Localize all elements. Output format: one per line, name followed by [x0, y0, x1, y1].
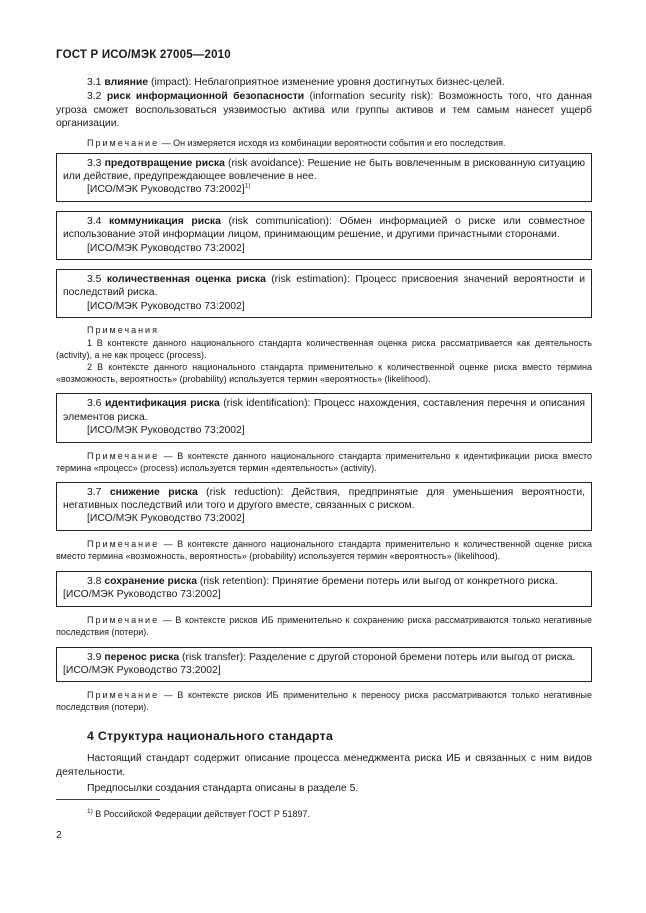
term-entry-3-7	[63, 486, 585, 513]
note-3-5-2: 2 В контексте данного национального стандарта применительно к количественной оценке риска вместо термина «возможность, вероятность» (probability) используется термин «вероятность» (likelihood).	[56, 362, 592, 385]
term-reference: [ИСО/МЭК Руководство 73:2002]	[87, 425, 245, 437]
term-title: коммуникация риска	[109, 215, 221, 227]
term-title: риск информационной безопасности	[106, 91, 305, 103]
reference-text: [ИСО/МЭК Руководство 73:2002]	[87, 184, 245, 196]
term-number: 3.9	[87, 651, 102, 663]
term-reference: [ИСО/МЭК Руководство 73:2002]	[87, 242, 245, 254]
term-number: 3.8	[87, 575, 102, 587]
term-title: влияние	[104, 77, 149, 88]
note-3-8	[56, 614, 592, 638]
term-box-3-4	[56, 211, 592, 260]
term-number: 3.6	[87, 398, 102, 410]
term-entry-3-8	[63, 575, 585, 588]
footnote-text: В Российской Федерации действует ГОСТ Р 51897.	[92, 809, 310, 819]
term-entry-3-9	[63, 651, 585, 664]
note-label: Примечание	[87, 450, 160, 461]
term-box-3-9	[56, 647, 592, 683]
term-entry-3-4	[63, 215, 585, 242]
page-content	[56, 76, 592, 796]
term-title: идентификация риска	[104, 398, 220, 410]
footnote-mark: 1)	[244, 182, 251, 190]
term-definition: (risk estimation): Процесс присвоения значений вероятности и последствий риска.	[63, 274, 585, 299]
term-entry-3-2	[56, 90, 592, 130]
term-box-3-6	[56, 393, 592, 442]
term-box-3-7	[56, 482, 592, 531]
note-text: — В контексте рисков ИБ применительно к переносу риска рассматриваются только негативные последствия (потери).	[56, 690, 592, 713]
section-4-paragraph-1: Настоящий стандарт содержит описание процесса менеджмента риска ИБ и связанных с ним видов деятельности.	[56, 753, 592, 778]
note-3-6	[56, 450, 592, 474]
term-title: перенос риска	[104, 651, 180, 663]
term-definition: (risk reduction): Действия, предпринятые для уменьшения вероятности, негативных последствий или того и другого вместе, связанных с риском.	[63, 486, 586, 511]
term-entry-3-3	[63, 157, 585, 184]
term-definition: (risk identification): Процесс нахождения, составления перечня и описания элементов риска.	[63, 398, 585, 423]
term-definition: (risk retention): Принятие бремени потерь или выгод от конкретного риска.	[197, 575, 558, 587]
term-definition: (risk transfer): Разделение с другой стороной бремени потерь или выгод от риска.	[179, 651, 576, 663]
term-reference: [ИСО/МЭК Руководство 73:2002]	[63, 589, 221, 601]
note-label: Примечание	[87, 690, 160, 701]
footnote-mark: 1)	[87, 808, 93, 815]
term-definition: (risk communication): Обмен информацией о риске или совместное использование этой информации лицом, принимающим решение, и другими причастными сторонами.	[63, 215, 586, 241]
term-box-3-8	[56, 571, 592, 607]
page-number: 2	[56, 830, 62, 841]
document-header: ГОСТ Р ИСО/МЭК 27005—2010	[56, 49, 231, 61]
term-title: предотвращение риска	[104, 157, 225, 169]
footnote-divider	[56, 799, 160, 800]
note-text: — В контексте рисков ИБ применительно к сохранению риска рассматриваются только негативные последствия (потери).	[56, 614, 592, 637]
term-title: количественная оценка риска	[106, 274, 266, 286]
note-label: Примечание	[87, 614, 160, 625]
term-entry-3-1	[56, 76, 592, 89]
term-definition: (risk avoidance): Решение не быть вовлеченным в рискованную ситуацию или действие, предупреждающее вовлечение в нее.	[63, 157, 585, 183]
section-4-heading: 4 Структура национального стандарта	[87, 729, 334, 744]
note-text: — В контексте данного национального стандарта применительно к количественной оценке риска вместо термина «возможность, вероятность» (probability) используется термин «вероятность» (likelihood).	[56, 538, 592, 561]
term-reference: [ИСО/МЭК Руководство 73:2002]	[63, 664, 221, 676]
term-number: 3.4	[87, 215, 102, 227]
note-text: — Он измеряется исходя из комбинации вероятности события и его последствия.	[159, 137, 506, 148]
term-number: 3.3	[87, 157, 102, 169]
notes-label-3-5: Примечания	[87, 325, 159, 336]
note-label: Примечание	[87, 137, 160, 148]
note-text: — В контексте данного национального стандарта применительно к идентификации риска вместо термина «процесс» (process) используется термин «деятельность» (activity).	[56, 450, 592, 473]
term-number: 3.2	[87, 91, 102, 103]
term-title: сохранение риска	[104, 575, 197, 587]
note-3-5-1: 1 В контексте данного национального стандарта количественная оценка риска рассматривается как деятельность (activity), а не как процесс (process).	[56, 338, 592, 361]
term-box-3-3	[56, 153, 592, 202]
section-4-paragraph-2: Предпосылки создания стандарта описаны в разделе 5.	[87, 783, 359, 795]
term-definition: (information security risk): Возможность того, что данная угроза сможет воспользоваться уязвимостью актива или группы активов и тем самым нанесет ущерб организации.	[56, 91, 592, 130]
term-number: 3.7	[87, 486, 102, 498]
term-number: 3.5	[87, 274, 102, 286]
term-title: снижение риска	[109, 486, 198, 498]
note-3-9	[56, 689, 592, 713]
note-3-2	[56, 137, 592, 149]
note-3-7	[56, 538, 592, 562]
term-reference: [ИСО/МЭК Руководство 73:2002]	[87, 300, 245, 312]
term-entry-3-5	[63, 273, 585, 300]
term-box-3-5	[56, 269, 592, 318]
footnote	[87, 808, 310, 820]
term-entry-3-6	[63, 397, 585, 424]
term-reference: [ИСО/МЭК Руководство 73:2002]	[87, 513, 245, 525]
term-reference	[63, 183, 585, 196]
note-label: Примечание	[87, 538, 160, 549]
term-definition: (impact): Неблагоприятное изменение уровня достигнутых бизнес-целей.	[148, 77, 505, 88]
term-number: 3.1	[87, 77, 102, 88]
